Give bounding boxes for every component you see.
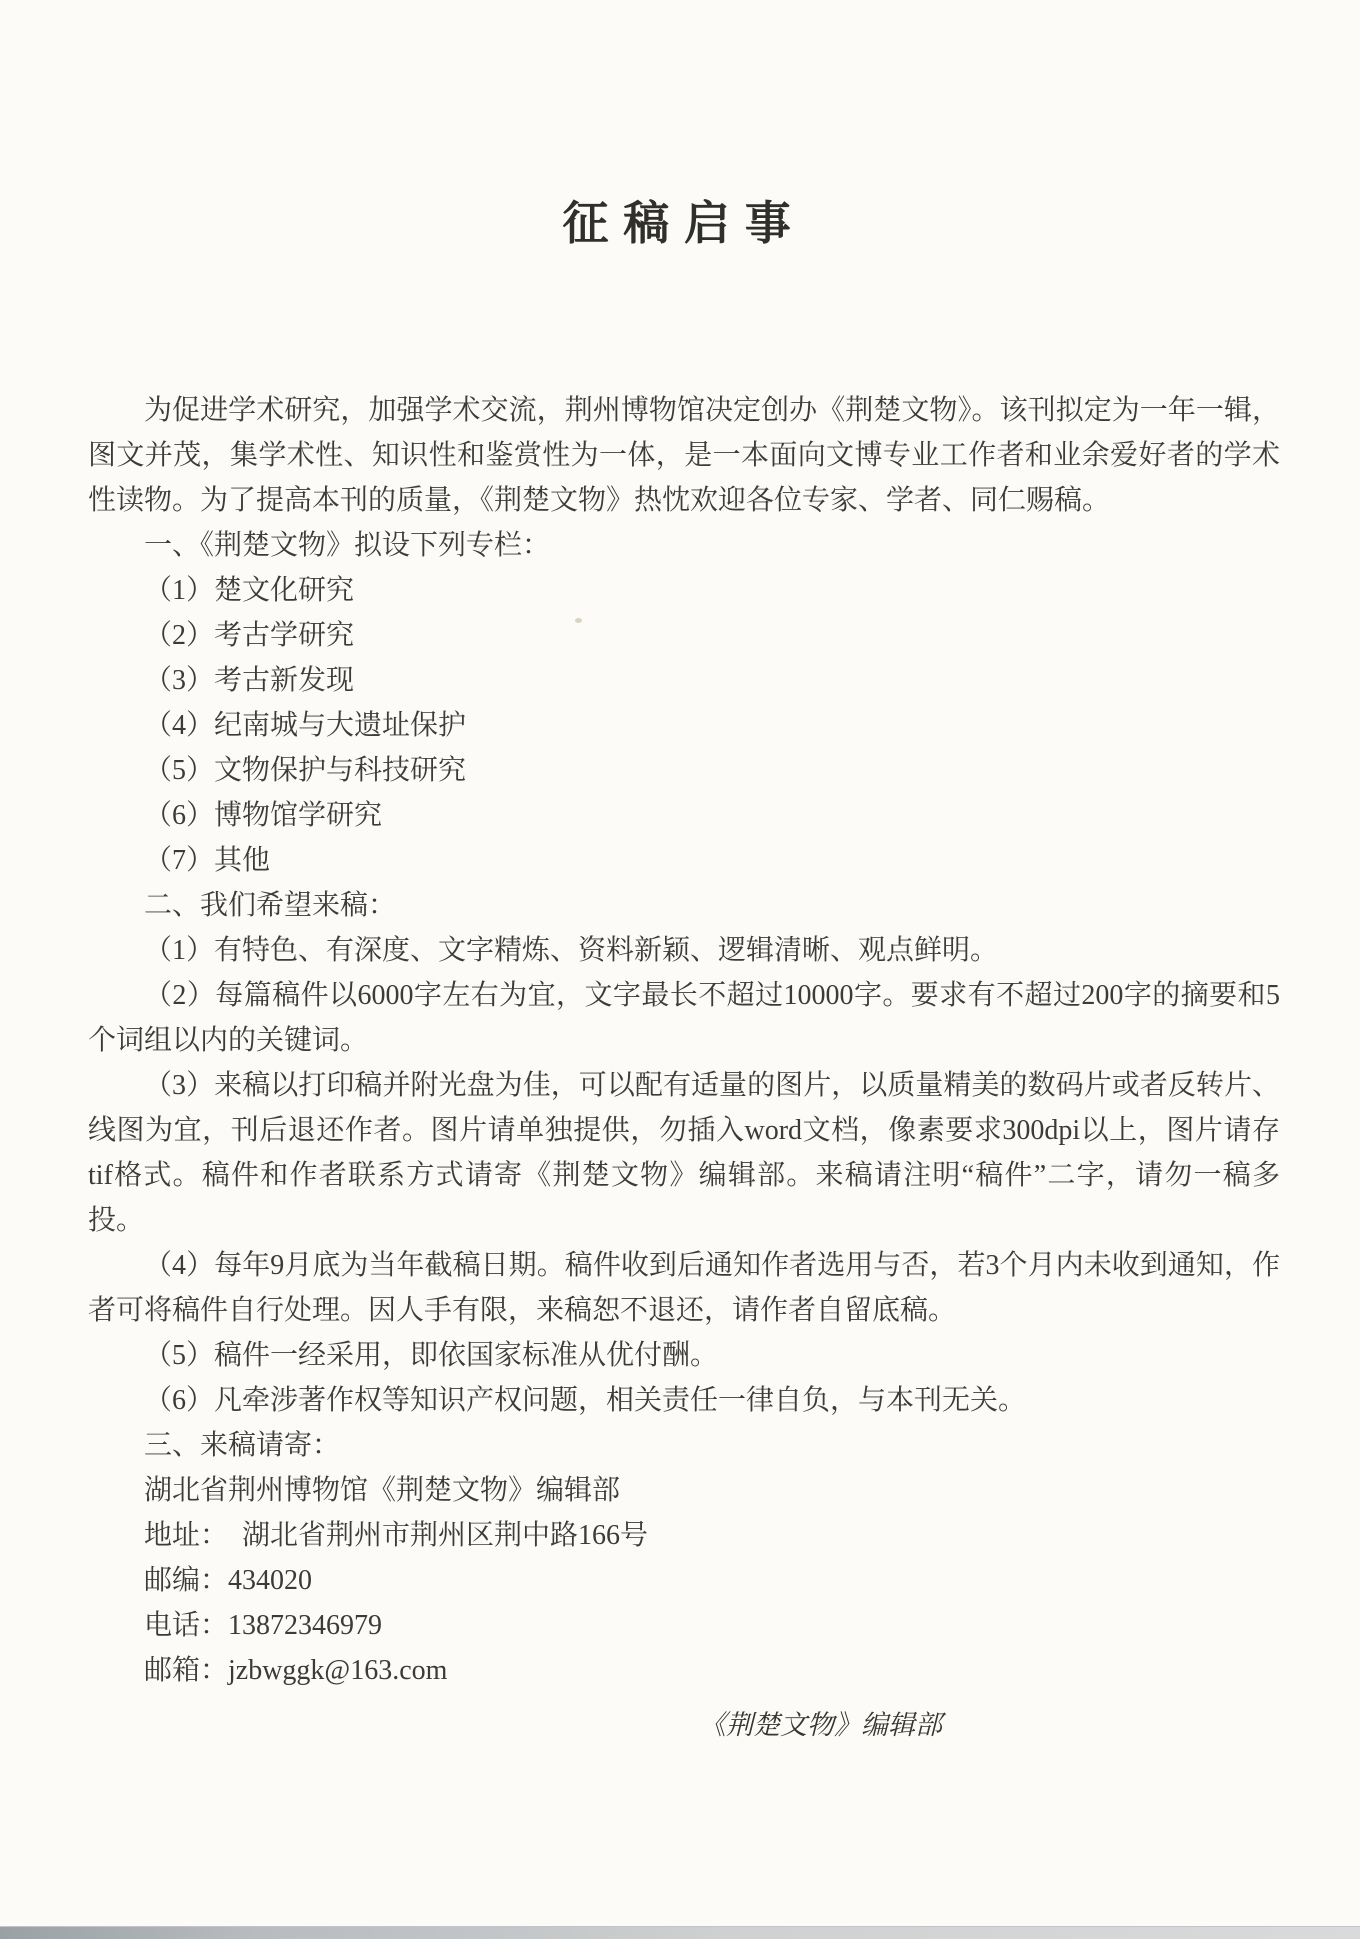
contact-phone: 电话：13872346979: [144, 1610, 383, 1641]
requirement-item: （4）每年9月底为当年截稿日期。稿件收到后通知作者选用与否，若3个月内未收到通知，作者可将稿件自行处理。因人手有限，来稿恕不退还，请作者自留底稿。: [88, 1250, 1280, 1326]
intro-paragraph: 为促进学术研究，加强学术交流，荆州博物馆决定创办《荆楚文物》。该刊拟定为一年一辑，图文并茂，集学术性、知识性和鉴赏性为一体，是一本面向文博专业工作者和业余爱好者的学术性读物。为了提高本刊的质量，《荆楚文物》热忱欢迎各位专家、学者、同仁赐稿。: [88, 395, 1280, 516]
section-columns: [88, 523, 1280, 883]
intro-section: [88, 388, 1280, 523]
column-item: （6）博物馆学研究: [144, 800, 383, 831]
section-submission-requirements: [88, 883, 1280, 1423]
section-contact: [88, 1423, 1280, 1693]
column-item: （7）其他: [144, 845, 271, 876]
requirement-item: （6）凡牵涉著作权等知识产权问题，相关责任一律自负，与本刊无关。: [144, 1385, 1027, 1416]
scan-artifact-speck: [575, 618, 582, 623]
editorial-signature: 《荆楚文物》编辑部: [699, 1710, 942, 1740]
scan-edge-shadow: [0, 1926, 1360, 1939]
document-content: [88, 0, 1280, 1748]
contact-email: 邮箱：jzbwggk@163.com: [144, 1655, 448, 1686]
contact-postcode: 邮编：434020: [144, 1565, 313, 1596]
contact-recipient: 湖北省荆州博物馆《荆楚文物》编辑部: [144, 1475, 621, 1506]
requirement-item: （5）稿件一经采用，即依国家标准从优付酬。: [144, 1340, 719, 1371]
column-item: （5）文物保护与科技研究: [144, 755, 467, 786]
column-item: （3）考古新发现: [144, 665, 355, 696]
requirement-item: （1）有特色、有深度、文字精炼、资料新颖、逻辑清晰、观点鲜明。: [144, 935, 999, 966]
column-item: （1）楚文化研究: [144, 575, 355, 606]
requirement-item: （3）来稿以打印稿并附光盘为佳，可以配有适量的图片，以质量精美的数码片或者反转片、线图为宜，刊后退还作者。图片请单独提供，勿插入word文档，像素要求300dpi以上，图片请存tif格式。稿件和作者联系方式请寄《荆楚文物》编辑部。来稿请注明“稿件”二字，请勿一稿多投。: [88, 1070, 1280, 1236]
section-heading: 二、我们希望来稿：: [144, 890, 397, 921]
requirement-item: （2）每篇稿件以6000字左右为宜，文字最长不超过10000字。要求有不超过200字的摘要和5个词组以内的关键词。: [88, 980, 1280, 1056]
column-item: （4）纪南城与大遗址保护: [144, 710, 467, 741]
section-heading: 三、来稿请寄：: [144, 1430, 341, 1461]
section-heading: 一、《荆楚文物》拟设下列专栏：: [144, 530, 551, 561]
contact-address: 地址： 湖北省荆州市荆州区荆中路166号: [144, 1520, 649, 1551]
page-title: 征稿启事: [562, 198, 806, 249]
column-item: （2）考古学研究: [144, 620, 355, 651]
